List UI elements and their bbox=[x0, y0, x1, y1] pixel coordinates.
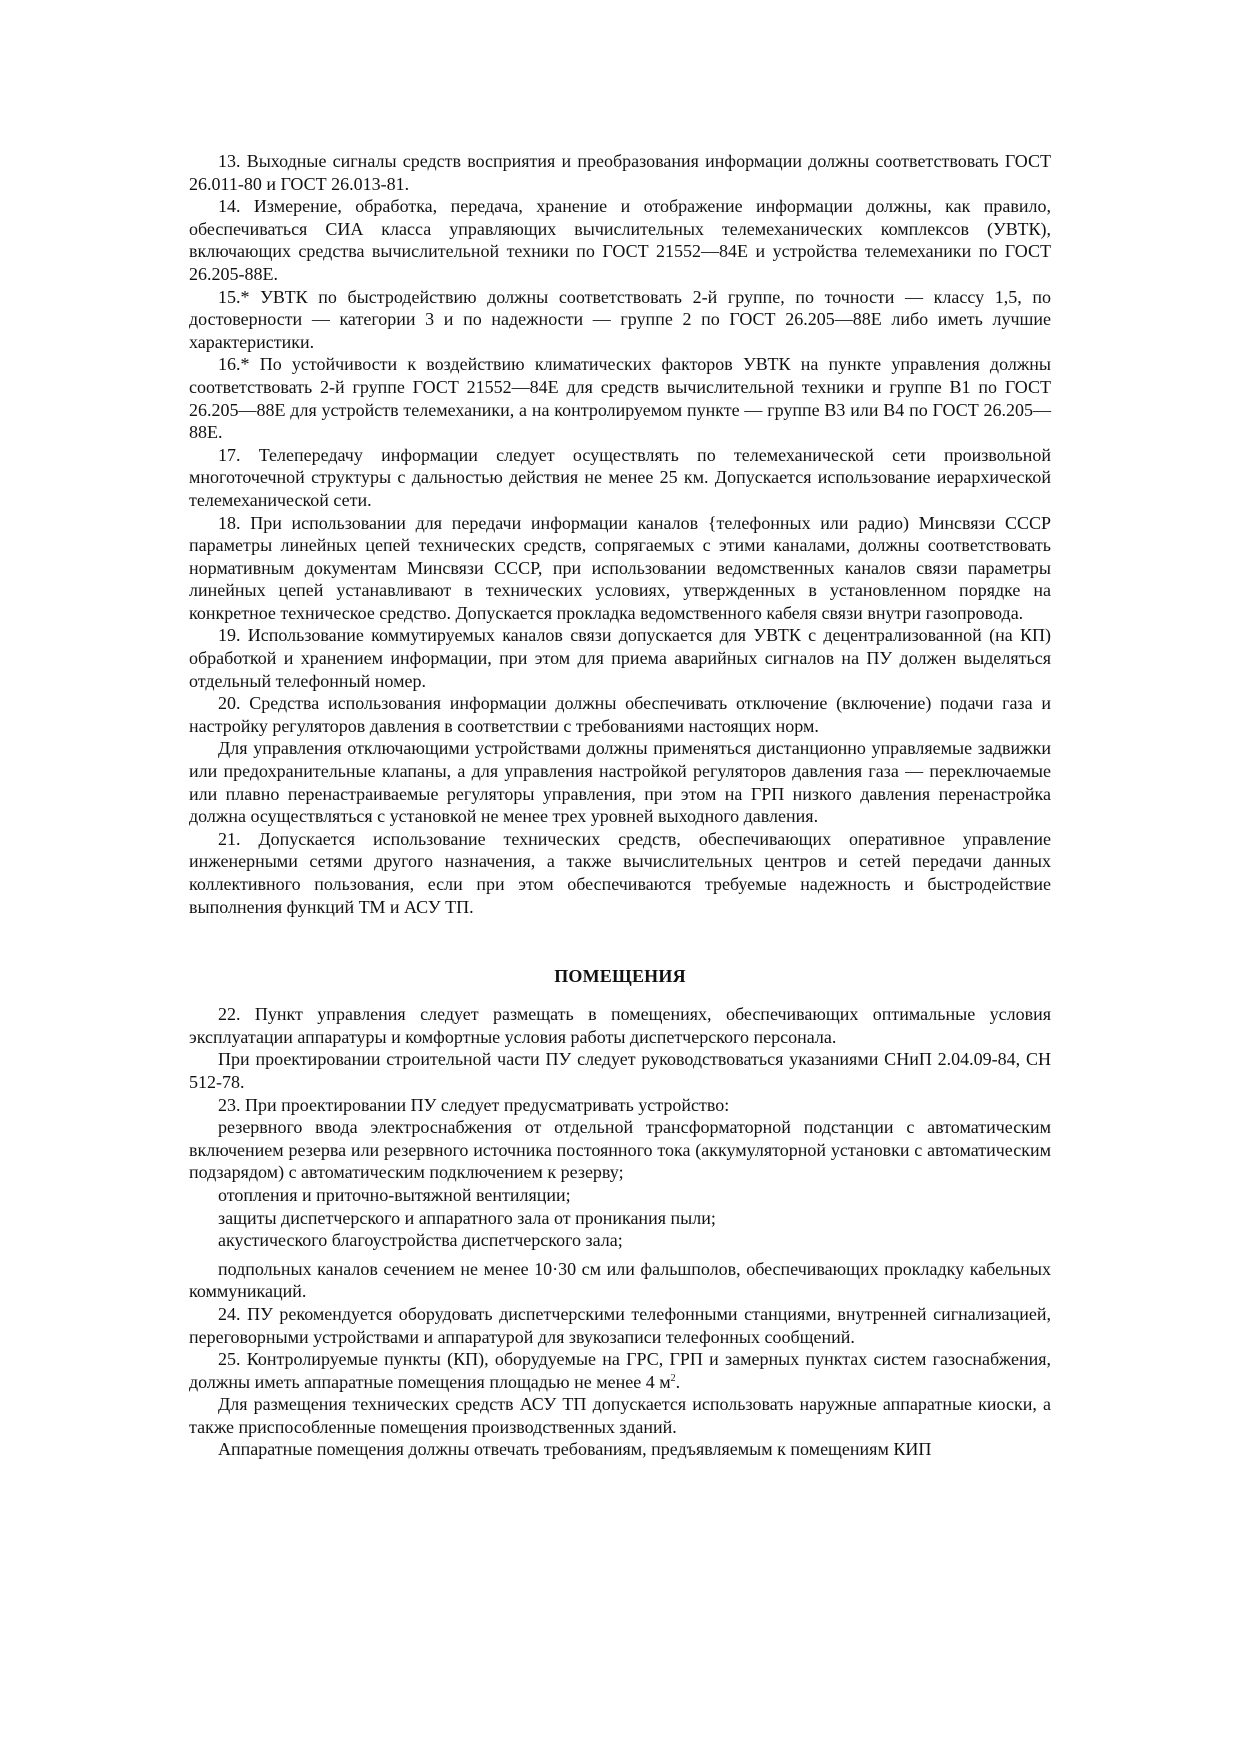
paragraph-22: 22. Пункт управления следует размещать в помещениях, обеспечивающих оптимальные условия эксплуатации аппаратуры и комфортные условия работы диспетчерского персонала. bbox=[189, 1004, 1051, 1047]
paragraph-15: 15.* УВТК по быстродействию должны соответствовать 2-й группе, по точности — классу 1,5, по достоверности — категории 3 и по надежности — группе 2 по ГОСТ 26.205—88Е либо иметь лучшие характеристики. bbox=[189, 286, 1051, 352]
paragraph-24: 24. ПУ рекомендуется оборудовать диспетчерскими телефонными станциями, внутренней сигнализацией, переговорными устройствами и аппаратурой для звукозаписи телефонных сообщений. bbox=[189, 1303, 1051, 1347]
paragraph-21: 21. Допускается использование технических средств, обеспечивающих оперативное управление инженерными сетями другого назначения, а также вычислительных центров и сетей передачи данных коллективного пользования, если при этом обеспечиваются требуемые надежность и быстродействие выполнения функций ТМ и АСУ ТП. bbox=[189, 828, 1051, 917]
list-item-heating: отопления и приточно-вытяжной вентиляции; bbox=[218, 1184, 571, 1205]
list-item-power-reserve: резервного ввода электроснабжения от отдельной трансформаторной подстанции с автоматическим включением резерва или резервного источника постоянного тока (аккумуляторной установки с автоматическим подзарядом) с автоматическим подключением к резерву; bbox=[189, 1117, 1051, 1183]
paragraph-19: 19. Использование коммутируемых каналов связи допускается для УВТК с децентрализованной (на КП) обработкой и хранением информации, при этом для приема аварийных сигналов на ПУ должен выделяться отдельный телефонный номер. bbox=[189, 625, 1051, 691]
paragraph-17: 17. Телепередачу информации следует осуществлять по телемеханической сети произвольной многоточечной структуры с дальностью действия не менее 25 км. Допускается использование иерархической телемеханической сети. bbox=[189, 444, 1051, 510]
paragraph-22-continued: При проектировании строительной части ПУ следует руководствоваться указаниями СНиП 2.04.09-84, СН 512-78. bbox=[189, 1049, 1051, 1092]
paragraph-13: 13. Выходные сигналы средств восприятия и преобразования информации должны соответствовать ГОСТ 26.011-80 и ГОСТ 26.013-81. bbox=[189, 151, 1051, 194]
list-item-underfloor-channels: подпольных каналов сечением не менее 10·30 см или фальшполов, обеспечивающих прокладку кабельных коммуникаций. bbox=[189, 1258, 1051, 1302]
list-item-acoustics: акустического благоустройства диспетчерского зала; bbox=[218, 1230, 623, 1251]
paragraph-20-continued: Для управления отключающими устройствами должны применяться дистанционно управляемые задвижки или предохранительные клапаны, а для управления настройкой регуляторов давления газа — переключаемые или плавно перенастраиваемые регуляторы управления, при этом на ГРП низкого давления перенастройка должна осуществляться с установкой не менее трех уровней выходного давления. bbox=[189, 738, 1051, 827]
square-superscript: 2 bbox=[670, 1372, 676, 1384]
paragraph-25-requirements: Аппаратные помещения должны отвечать требованиям, предъявляемым к помещениям КИП bbox=[218, 1439, 932, 1460]
paragraph-25-end: . bbox=[675, 1371, 681, 1392]
paragraph-16: 16.* По устойчивости к воздействию климатических факторов УВТК на пункте управления должны соответствовать 2-й группе ГОСТ 21552—84Е для средств вычислительной техники и группе В1 по ГОСТ 26.205—88Е для устройств телемеханики, а на контролируемом пункте — группе В3 или В4 по ГОСТ 26.205—88Е. bbox=[189, 354, 1051, 443]
paragraph-18: 18. При использовании для передачи информации каналов {телефонных или радио) Минсвязи СССР параметры линейных цепей технических средств, сопрягаемых с этими каналами, должны соответствовать нормативным документам Минсвязи СССР, при использовании ведомственных каналов связи параметры линейных цепей устанавливают в технических условиях, утвержденных в установленном порядке на конкретное техническое средство. Допускается прокладка ведомственного кабеля связи внутри газопровода. bbox=[189, 512, 1051, 623]
section-heading-rooms: ПОМЕЩЕНИЯ bbox=[554, 966, 686, 987]
paragraph-25-text: 25. Контролируемые пункты (КП), оборудуемые на ГРС, ГРП и замерных пунктах систем газоснабжения, должны иметь аппаратные помещения площадью не менее 4 м bbox=[189, 1349, 1051, 1392]
paragraph-20: 20. Средства использования информации должны обеспечивать отключение (включение) подачи газа и настройку регуляторов давления в соответствии с требованиями настоящих норм. bbox=[189, 693, 1051, 736]
list-item-dust-protection: защиты диспетчерского и аппаратного зала от проникания пыли; bbox=[218, 1207, 716, 1228]
paragraph-25 bbox=[189, 1348, 1051, 1393]
paragraph-25-kiosks: Для размещения технических средств АСУ ТП допускается использовать наружные аппаратные киоски, а также приспособленные помещения производственных зданий. bbox=[189, 1394, 1051, 1437]
paragraph-23: 23. При проектировании ПУ следует предусматривать устройство: bbox=[218, 1094, 730, 1115]
paragraph-14: 14. Измерение, обработка, передача, хранение и отображение информации должны, как правило, обеспечиваться СИА класса управляющих вычислительных телемеханических комплексов (УВТК), включающих средства вычислительной техники по ГОСТ 21552—84Е и устройства телемеханики по ГОСТ 26.205-88Е. bbox=[189, 196, 1051, 284]
document-page bbox=[189, 150, 1051, 1461]
